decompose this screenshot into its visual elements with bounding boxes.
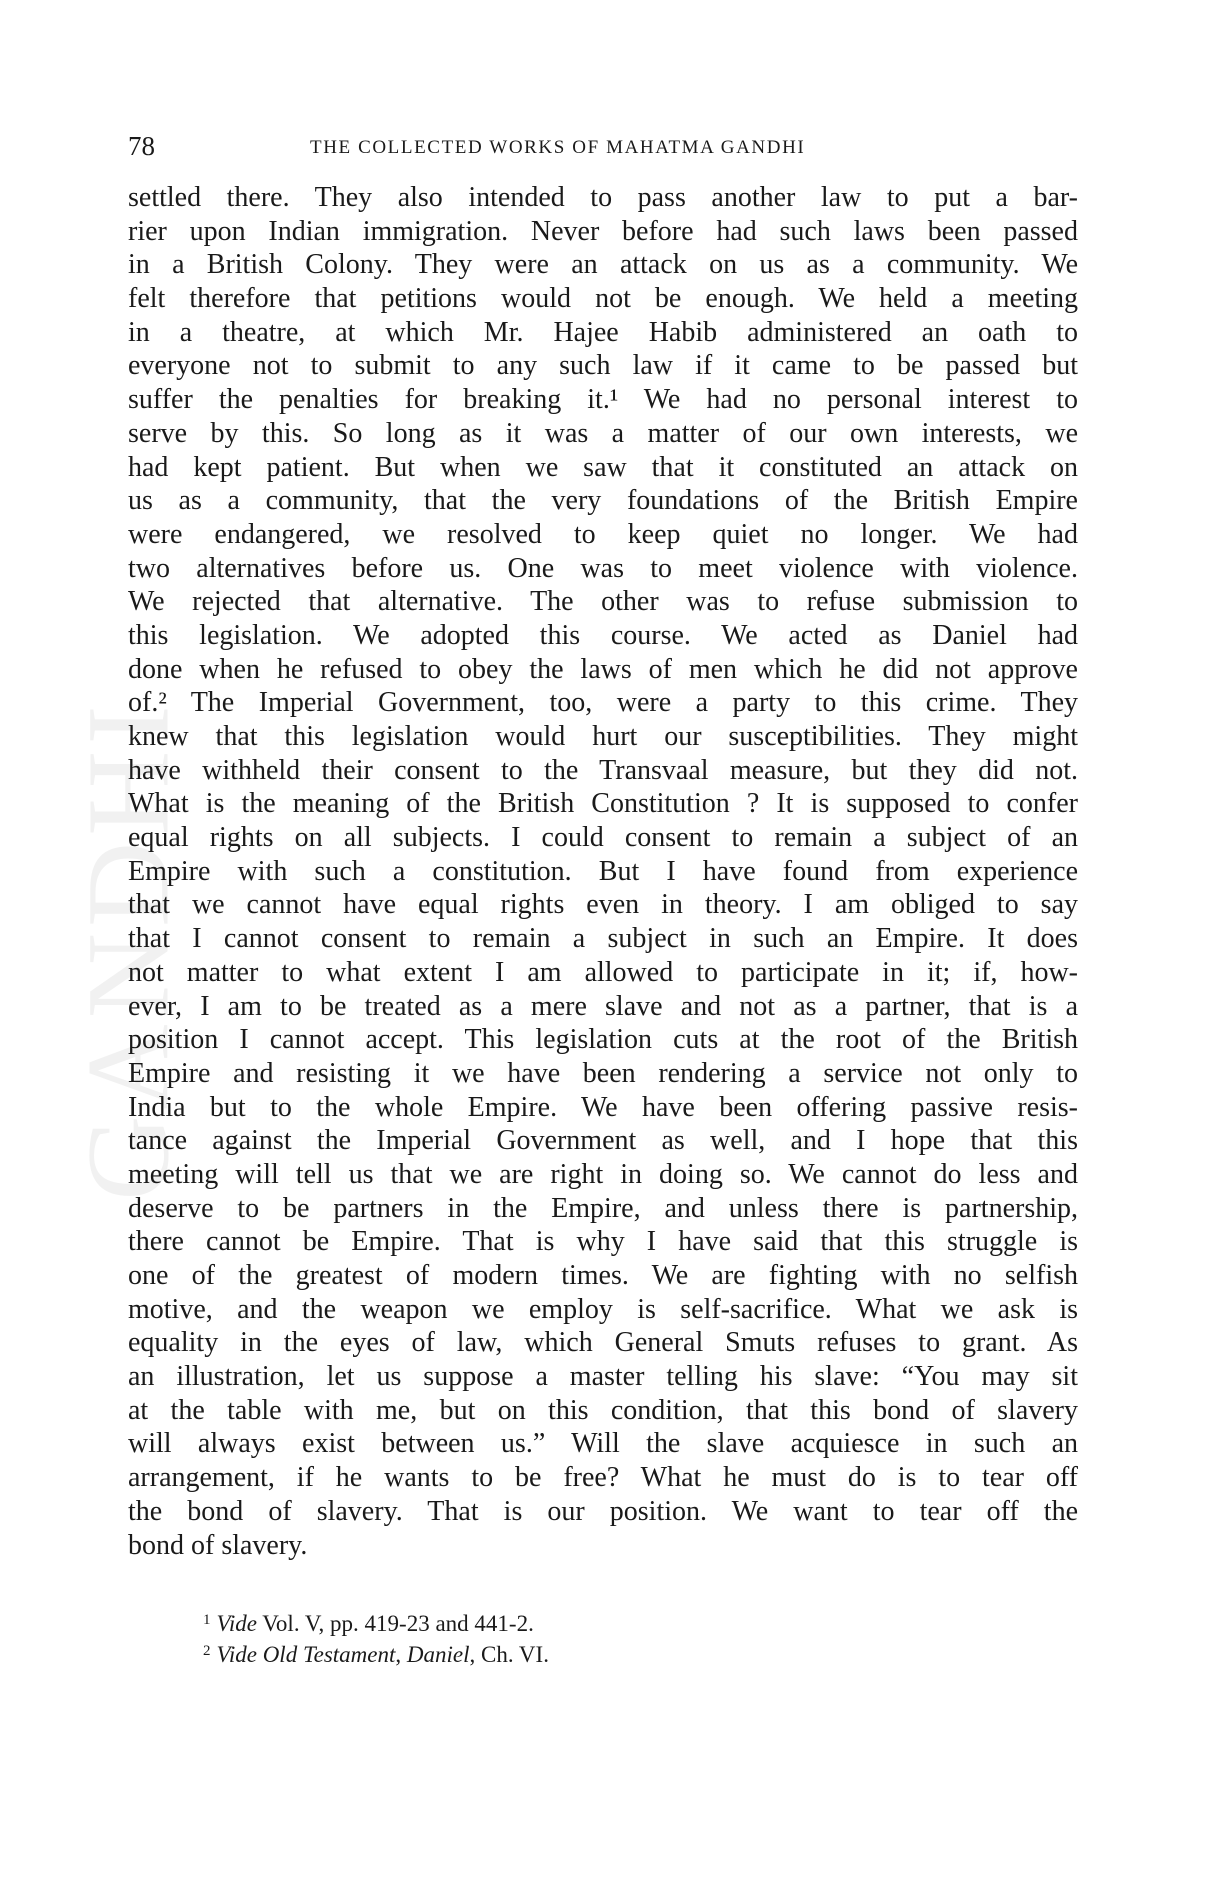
text-line: We rejected that alternative. The other was to refuse submission to	[128, 586, 1078, 618]
footnote-marker: 2	[203, 1643, 211, 1659]
text-line: suffer the penalties for breaking it.¹ We had no personal interest to	[128, 384, 1078, 416]
text-line: Empire and resisting it we have been rendering a service not only to	[128, 1057, 1078, 1089]
footnote-italic: Vide Old Testament	[216, 1642, 396, 1667]
text-line: serve by this. So long as it was a matter of our own interests, we	[128, 417, 1078, 449]
text-line: will always exist between us.” Will the slave acquiesce in such an	[128, 1428, 1078, 1460]
text-line-last: bond of slavery.	[128, 1529, 308, 1561]
text-line: two alternatives before us. One was to meet violence with violence.	[128, 552, 1078, 584]
text-line: motive, and the weapon we employ is self-sacrifice. What we ask is	[128, 1293, 1078, 1325]
footnote-marker: 1	[203, 1612, 211, 1628]
text-line: felt therefore that petitions would not be enough. We held a meeting	[128, 283, 1078, 315]
text-line: rier upon Indian immigration. Never before had such laws been passed	[128, 215, 1078, 247]
page-number: 78	[128, 131, 155, 161]
text-line: arrangement, if he wants to be free? What he must do is to tear off	[128, 1462, 1078, 1494]
text-line: equality in the eyes of law, which General Smuts refuses to grant. As	[128, 1327, 1078, 1359]
text-line: of.² The Imperial Government, too, were a party to this crime. They	[128, 687, 1078, 719]
running-header	[128, 126, 1080, 166]
running-title: THE COLLECTED WORKS OF MAHATMA GANDHI	[310, 137, 806, 158]
text-line: not matter to what extent I am allowed to participate in it; if, how-	[128, 956, 1078, 988]
footnote-1	[203, 1605, 963, 1636]
text-line: settled there. They also intended to pass another law to put a bar-	[128, 182, 1078, 213]
text-line: in a theatre, at which Mr. Hajee Habib administered an oath to	[128, 316, 1078, 348]
footnote-italic: Vide	[216, 1611, 257, 1636]
text-line: there cannot be Empire. That is why I have said that this struggle is	[128, 1226, 1078, 1258]
footnote-2	[203, 1636, 963, 1667]
text-line: one of the greatest of modern times. We are fighting with no selfish	[128, 1260, 1078, 1291]
footnotes	[203, 1605, 963, 1667]
text-line: at the table with me, but on this condition, that this bond of slavery	[128, 1394, 1078, 1426]
footnote-text: ,	[395, 1642, 407, 1667]
text-line: knew that this legislation would hurt our susceptibilities. They might	[128, 721, 1078, 752]
text-line: were endangered, we resolved to keep quiet no longer. We had	[128, 518, 1078, 550]
text-line: that I cannot consent to remain a subject in such an Empire. It does	[128, 923, 1078, 955]
text-line: that we cannot have equal rights even in theory. I am obliged to say	[128, 889, 1078, 921]
watermark-text: GANDHI	[63, 699, 194, 1201]
text-line: had kept patient. But when we saw that it constituted an attack on	[128, 451, 1078, 483]
text-line: deserve to be partners in the Empire, and unless there is partnership,	[128, 1192, 1078, 1224]
text-line: India but to the whole Empire. We have been offering passive resis-	[128, 1091, 1078, 1123]
text-line: equal rights on all subjects. I could consent to remain a subject of an	[128, 822, 1078, 854]
text-line: have withheld their consent to the Transvaal measure, but they did not.	[128, 754, 1078, 786]
text-line: position I cannot accept. This legislation cuts at the root of the British	[128, 1024, 1078, 1056]
text-line: Empire with such a constitution. But I have found from experience	[128, 855, 1078, 887]
footnote-text-2: , Ch. VI.	[469, 1642, 549, 1667]
text-line: this legislation. We adopted this course. We acted as Daniel had	[128, 619, 1078, 651]
footnote-italic-2: Daniel	[406, 1642, 470, 1667]
text-line: in a British Colony. They were an attack on us as a community. We	[128, 249, 1078, 281]
footnote-text: Vol. V, pp. 419-23 and 441-2.	[256, 1611, 534, 1636]
text-line: tance against the Imperial Government as well, and I hope that this	[128, 1125, 1078, 1157]
text-line: meeting will tell us that we are right in doing so. We cannot do less and	[128, 1158, 1078, 1190]
text-line: us as a community, that the very foundations of the British Empire	[128, 485, 1078, 517]
text-line: an illustration, let us suppose a master telling his slave: “You may sit	[128, 1361, 1078, 1393]
text-line: What is the meaning of the British Constitution ? It is supposed to confer	[128, 788, 1078, 820]
text-line: done when he refused to obey the laws of men which he did not approve	[128, 653, 1078, 685]
text-line: the bond of slavery. That is our position. We want to tear off the	[128, 1495, 1078, 1527]
text-line: ever, I am to be treated as a mere slave and not as a partner, that is a	[128, 990, 1078, 1022]
text-line: everyone not to submit to any such law if it came to be passed but	[128, 350, 1078, 382]
body-text	[128, 181, 1078, 1562]
